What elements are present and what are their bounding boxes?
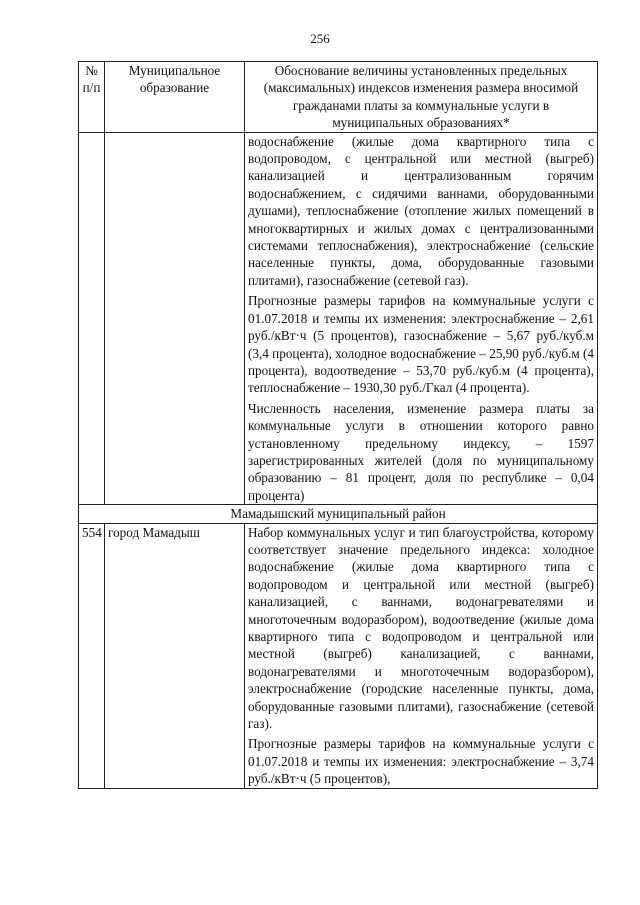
tariff-justification-table	[78, 61, 598, 789]
table-header-row	[79, 62, 598, 133]
header-number: № п/п	[79, 62, 105, 133]
continuation-paragraph: водоснабжение (жилые дома квартирного типа с водопроводом, с центральной или местной (выгреб) канализацией и централизованным горячим водоснабжением, с сидячими ваннами, оборудованными душами), теплоснабжение (отопление жилых помещений в многоквартирных и жилых домах с централизованными системами теплоснабжения), электроснабжение (сельские населенные пункты, дома, оборудованные газовыми плитами), газоснабжение (сетевой газ).	[248, 133, 594, 288]
continuation-paragraph: Численность населения, изменение размера платы за коммунальные услуги в отношении которого равно установленному предельному индексу, – 1597 зарегистрированных жителей (доля по муниципальному образованию – 81 процент, доля по республике – 0,04 процента)	[248, 400, 594, 503]
continuation-justification-cell	[245, 132, 598, 505]
district-row	[79, 505, 598, 523]
row-paragraph: Набор коммунальных услуг и тип благоустройства, которому соответствует значение предельного индекса: холодное водоснабжение (жилые дома квартирного типа с водопроводом и центральной или местной (выгреб) канализацией, с ваннами, водонагревателями и многоточечным водоразбором), водоотведение (жилые дома квартирного типа с водопроводом и центральной или местной (выгреб) канализацией, с ваннами, водонагревателями и многоточечным водоразбором), электроснабжение (городские населенные пункты, дома, оборудованные газовыми плитами), газоснабжение (сетевой газ).	[248, 524, 594, 732]
page-number: 256	[310, 31, 330, 46]
continuation-number-cell	[79, 132, 105, 505]
row-number: 554	[79, 523, 105, 788]
continuation-paragraph: Прогнозные размеры тарифов на коммунальные услуги с 01.07.2018 и темпы их изменения: электроснабжение – 2,61 руб./кВт·ч (5 процентов), газоснабжение – 5,67 руб./куб.м (3,4 процента), холодное водоснабжение – 25,90 руб./куб.м (4 процента), водоотведение – 53,70 руб./куб.м (4 процента), теплоснабжение – 1930,30 руб./Гкал (4 процента).	[248, 293, 594, 396]
row-justification-cell	[245, 523, 598, 788]
table-row	[79, 523, 598, 788]
district-title: Мамадышский муниципальный район	[79, 505, 598, 523]
row-municipality: город Мамадыш	[105, 523, 245, 788]
row-paragraph: Прогнозные размеры тарифов на коммунальные услуги с 01.07.2018 и темпы их изменения: электроснабжение – 3,74 руб./кВт·ч (5 процентов),	[248, 736, 594, 787]
table-row-continuation	[79, 132, 598, 505]
header-municipality: Муниципальное образование	[105, 62, 245, 133]
continuation-municipality-cell	[105, 132, 245, 505]
header-justification: Обоснование величины установленных предельных (максимальных) индексов изменения размера вносимой гражданами платы за коммунальные услуги в муниципальных образованиях*	[245, 62, 598, 133]
